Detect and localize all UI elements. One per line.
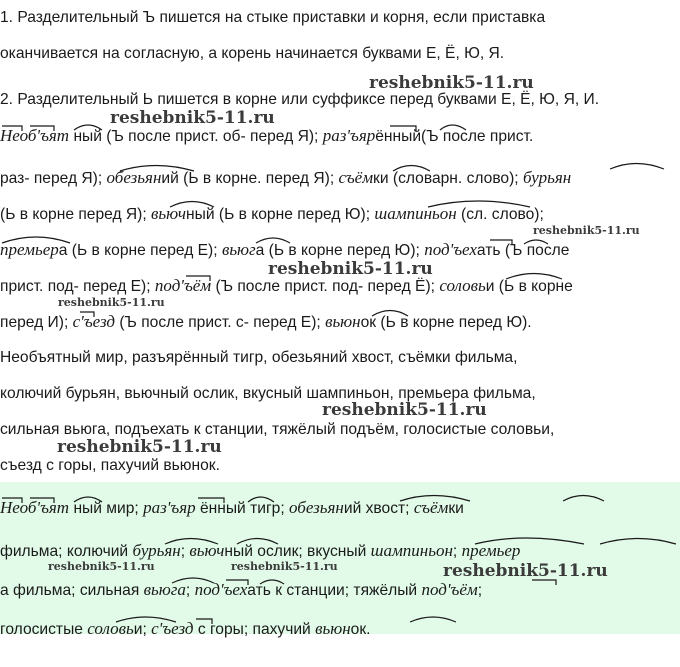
root-arc (393, 166, 430, 172)
watermark: reshebnik5-11.ru (322, 400, 487, 420)
root-arc (410, 617, 456, 622)
answer-text: ий хвост; (343, 500, 410, 517)
word-prefix-ne: Не (0, 498, 20, 517)
word-hard-sign: ъ (40, 498, 49, 517)
answer-text: ный ослик; вкусный (224, 543, 367, 560)
word-root-yar: яр (179, 498, 196, 517)
word-premyer: премьер (461, 541, 521, 560)
root-arc (256, 238, 290, 243)
word-buryan: бурьян (132, 541, 181, 560)
word-syom: съём (338, 168, 374, 187)
root-arc (237, 539, 278, 545)
word-prefix-raz: раз (143, 498, 167, 517)
watermark: reshebnik5-11.ru (231, 560, 338, 573)
word-mark: ʹ (166, 498, 171, 517)
analysis-text: ённый(Ъ после прист. (375, 128, 534, 145)
watermark: reshebnik5-11.ru (443, 561, 608, 581)
word-shampinyon: шампиньон (374, 204, 457, 223)
word-prefix-s: сʹ (151, 619, 163, 638)
prefix-bracket (30, 498, 54, 503)
root-arc (400, 496, 470, 502)
root-arc (248, 497, 274, 502)
word-prefix-s: сʹ (72, 312, 84, 331)
root-arc (170, 202, 214, 208)
prefix-bracket (390, 126, 416, 131)
analysis-text: (Ь в корне перед Я); (0, 206, 147, 223)
root-arc (610, 164, 664, 170)
answer-text: с горы; пахучий (197, 621, 311, 638)
answer-text: ; (452, 543, 458, 560)
analysis-text: ок (Ь в корне перед Ю). (360, 314, 532, 331)
rule-1-line-2: оканчивается на согласную, а корень начинается буквами Е, Ё, Ю, Я. (0, 45, 505, 62)
root-arc (475, 538, 584, 544)
root-arc (172, 578, 214, 583)
root-arc (74, 125, 102, 130)
word-solovy: соловь (439, 276, 486, 295)
word-prefix-raz: раз (322, 126, 347, 145)
word-prefix-ob: обʹ (19, 498, 41, 517)
root-arc (74, 497, 102, 502)
root-arc (116, 617, 176, 622)
root-arc (600, 539, 676, 545)
watermark: reshebnik5-11.ru (48, 560, 155, 573)
analysis-text: ий (Ь в корне. перед Я); (161, 170, 335, 187)
prefix-bracket (226, 580, 248, 585)
analysis-text: раз- перед Я); (0, 170, 103, 187)
word-vyug: вьюг (221, 240, 256, 259)
phrases-line-4: съезд с горы, пахучий вьюнок. (0, 457, 220, 474)
watermark: reshebnik5-11.ru (58, 296, 165, 309)
analysis-text: а (Ь в корне перед Е); (58, 242, 218, 259)
morpheme-lines (2, 125, 676, 624)
watermark: reshebnik5-11.ru (268, 259, 433, 279)
analysis-text: ки (словарн. слово); (373, 170, 519, 187)
prefix-bracket (490, 240, 512, 245)
word-root-yar: яр (358, 126, 376, 145)
word-vyuch: вьюч (151, 204, 187, 223)
rule-2: 2. Разделительный Ь пишется в корне или суффиксе перед буквами Е, Ё, Ю, Я, И. (0, 91, 600, 108)
root-arc (440, 125, 466, 130)
word-root-eh: ех (462, 240, 477, 259)
word-vyuch: вьюч (189, 541, 225, 560)
analysis-text: ать (Ъ после (476, 242, 570, 259)
word-root-yat: ят (48, 126, 70, 145)
phrases-line-1: Необъятный мир, разъярённый тигр, обезьяний хвост, съёмки фильма, (0, 349, 518, 366)
analysis-text: ный (Ъ после прист. об- перед Я); (73, 128, 319, 145)
answer-text: ок. (350, 621, 371, 638)
word-root-ezd: ъезд (83, 312, 115, 331)
watermark: reshebnik5-11.ru (369, 73, 534, 93)
watermark: reshebnik5-11.ru (533, 224, 640, 237)
word-root-yom: ъём (450, 580, 478, 599)
word-hard-sign: ъ (453, 240, 463, 259)
word-vyun: вьюн (315, 619, 351, 638)
word-hard-sign: ъ (170, 498, 180, 517)
prefix-bracket (196, 619, 212, 624)
root-arc (428, 201, 530, 207)
prefix-bracket (198, 498, 224, 503)
analysis-text: (сл. слово); (461, 206, 544, 223)
answer-text: ; (477, 582, 483, 599)
prefix-bracket (2, 498, 22, 503)
word-root-ezd: ъезд (162, 619, 194, 638)
word-root-yom: ъём (183, 276, 212, 295)
analysis-text: прист. под- перед Е); (0, 278, 151, 295)
answer-text: ённый тигр; (199, 500, 285, 517)
rule-1-line-1: 1. Разделительный Ъ пишется на стыке приставки и корня, если приставка (0, 9, 546, 26)
word-prefix-ne: Не (0, 126, 20, 145)
word-premyer: премьер (0, 240, 59, 259)
word-prefix-ob: обʹ (19, 126, 41, 145)
word-shampinyon: шампиньон (370, 541, 453, 560)
analysis-text: перед И); (0, 314, 69, 331)
answer-text: ный мир; (73, 500, 139, 517)
phrases-line-3: сильная вьюга, подъехать к станции, тяжёлый подъём, голосистые соловьи, (0, 421, 555, 438)
phrases-line-2: колючий бурьян, вьючный ослик, вкусный шампиньон, премьера фильма, (0, 385, 536, 402)
watermark: reshebnik5-11.ru (57, 437, 222, 457)
word-buryan: бурьян (522, 168, 572, 187)
root-arc (524, 240, 548, 244)
word-prefix-pod: подʹ (421, 580, 451, 599)
prefix-bracket (186, 276, 210, 281)
answer-text: ать к станции; тяжёлый (247, 582, 418, 599)
word-obezyan: обезьян (289, 498, 344, 517)
word-obezyan: обезьян (106, 168, 162, 187)
word-prefix-pod: подʹ (154, 276, 184, 295)
prefix-bracket (30, 126, 54, 131)
answer-text: ; (185, 582, 191, 599)
analysis-text: и (Ь в корне (485, 278, 573, 295)
analysis-text: (Ъ после прист. под- перед Ё); (215, 278, 435, 295)
watermark: reshebnik5-11.ru (110, 108, 275, 128)
word-mark: ʹ (346, 126, 350, 145)
word-hard-sign: ъ (349, 126, 359, 145)
analysis-text: а (Ь в корне перед Ю); (255, 242, 420, 259)
answer-text: и; (133, 621, 147, 638)
root-arc (260, 580, 284, 584)
answer-text: ; (180, 543, 186, 560)
root-arc (372, 311, 408, 317)
word-syom: съём (413, 498, 449, 517)
answer-text: а фильма; сильная (0, 582, 140, 599)
word-root-eh: ех (232, 580, 248, 599)
root-arc (165, 539, 218, 545)
root-arc (2, 237, 70, 243)
answer-text: ки (448, 500, 464, 517)
word-vyun: вьюн (325, 312, 361, 331)
word-hard-sign: ъ (223, 580, 233, 599)
word-solovy: соловь (87, 619, 134, 638)
prefix-bracket (2, 126, 22, 131)
root-arc (506, 274, 562, 280)
word-prefix-pod: подʹ (194, 580, 224, 599)
answer-text: фильма; колючий (0, 543, 129, 560)
analysis-text: ный (Ь в корне перед Ю); (186, 206, 371, 223)
word-hard-sign: ъ (40, 126, 49, 145)
analysis-text: (Ъ после прист. с- перед Е); (119, 314, 321, 331)
word-root-yat: ят (48, 498, 70, 517)
root-arc (563, 496, 604, 502)
prefix-bracket (80, 312, 94, 317)
word-vyuga: вьюга (143, 580, 186, 599)
answer-text: голосистые (0, 621, 83, 638)
root-arc (120, 166, 194, 172)
word-prefix-pod: подʹ (424, 240, 454, 259)
